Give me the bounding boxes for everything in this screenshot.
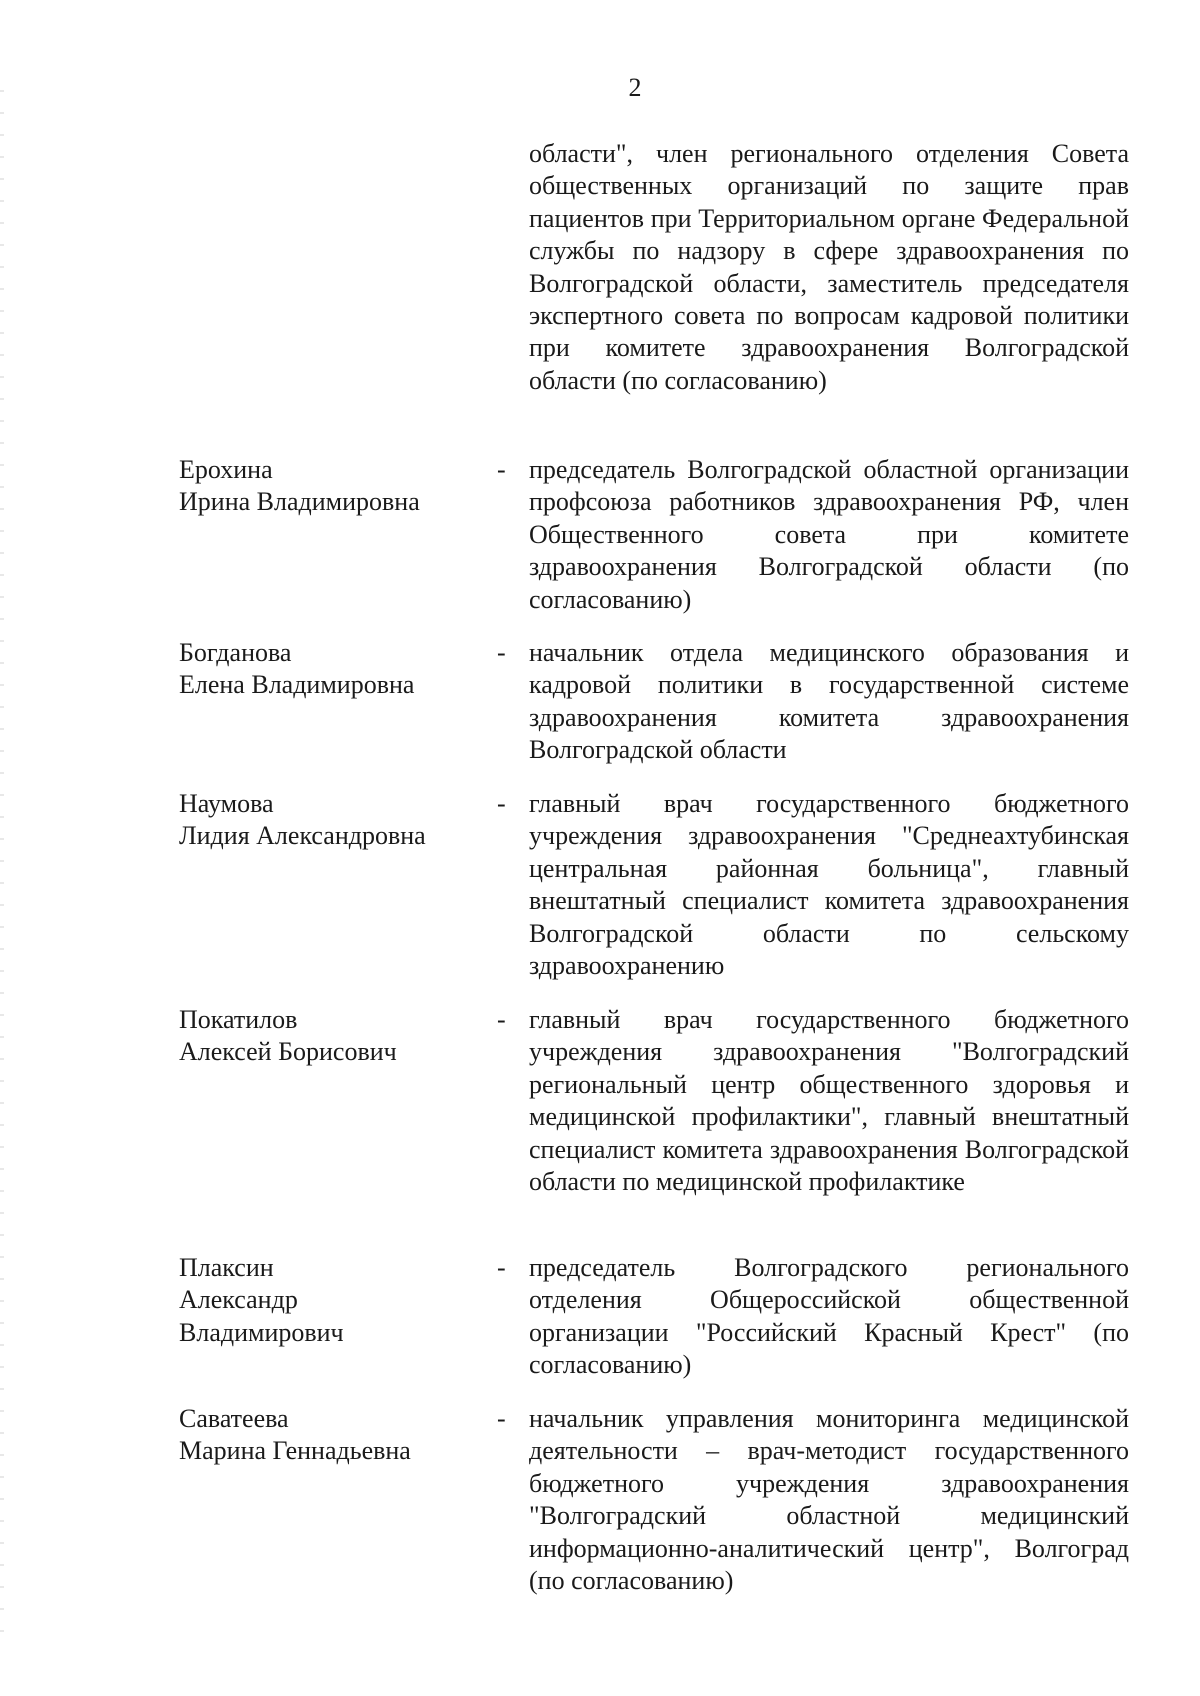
member-description-text: председатель Волгоградской областной организации профсоюза работников здравоохранения РФ, член Общественного совета при комитете здравоохранения Волгоградской области (по согласованию) [529,455,1129,614]
member-description [529,1252,1129,1382]
page-number: 2 [628,73,642,102]
member-description [529,1004,1129,1198]
separator-dash: - [497,1253,506,1282]
member-patronymic: Владимирович [179,1317,344,1347]
member-name [179,454,479,519]
member-description-text: начальник управления мониторинга медицинской деятельности – врач-методист государственного бюджетного учреждения здравоохранения "Волгоградский областной медицинский информационно-аналитический центр", Волгоград (по согласованию) [529,1404,1129,1596]
member-description-text: главный врач государственного бюджетного учреждения здравоохранения "Среднеахтубинская центральная районная больница", главный внештатный специалист комитета здравоохранения Волгоградской области по сельскому здравоохранению [529,789,1129,981]
member-surname: Плаксин [179,1253,274,1282]
member-surname: Покатилов [179,1005,298,1034]
separator-dash: - [497,789,506,818]
member-name [179,788,479,853]
separator-dash: - [497,1005,506,1034]
member-surname: Наумова [179,789,274,818]
member-description-text: главный врач государственного бюджетного учреждения здравоохранения "Волгоградский региональный центр общественного здоровья и медицинской профилактики", главный внештатный специалист комитета здравоохранения Волгоградской области по медицинской профилактике [529,1005,1129,1197]
separator-dash: - [497,1404,506,1433]
member-surname: Саватеева [179,1404,289,1433]
member-description [529,1403,1129,1597]
member-description-text: председатель Волгоградского регионального отделения Общероссийской общественной организации "Российский Красный Крест" (по согласованию) [529,1253,1129,1380]
member-given-name: Лидия Александровна [179,821,426,851]
continuation-paragraph [529,138,1129,397]
member-name [179,1004,479,1069]
member-name [179,637,479,702]
member-name [179,1252,479,1349]
member-surname: Ерохина [179,455,273,484]
member-surname: Богданова [179,638,292,667]
member-description [529,637,1129,767]
member-description [529,454,1129,616]
separator-dash: - [497,455,506,484]
member-given-name: Александр [179,1285,298,1315]
member-description-text: начальник отдела медицинского образования и кадровой политики в государственной системе здравоохранения комитета здравоохранения Волгоградской области [529,638,1129,765]
scan-edge-marks [0,90,4,1650]
member-name [179,1403,479,1468]
separator-dash: - [497,638,506,667]
member-given-name: Ирина Владимировна [179,487,420,517]
member-given-name: Алексей Борисович [179,1037,397,1067]
member-given-name: Марина Геннадьевна [179,1436,411,1466]
member-description [529,788,1129,982]
member-given-name: Елена Владимировна [179,670,415,700]
continuation-text: области", член регионального отделения Совета общественных организаций по защите прав пациентов при Территориальном органе Федеральной службы по надзору в сфере здравоохранения по Волгоградской области, заместитель председателя экспертного совета по вопросам кадровой политики при комитете здравоохранения Волгоградской области (по согласованию) [529,139,1129,395]
